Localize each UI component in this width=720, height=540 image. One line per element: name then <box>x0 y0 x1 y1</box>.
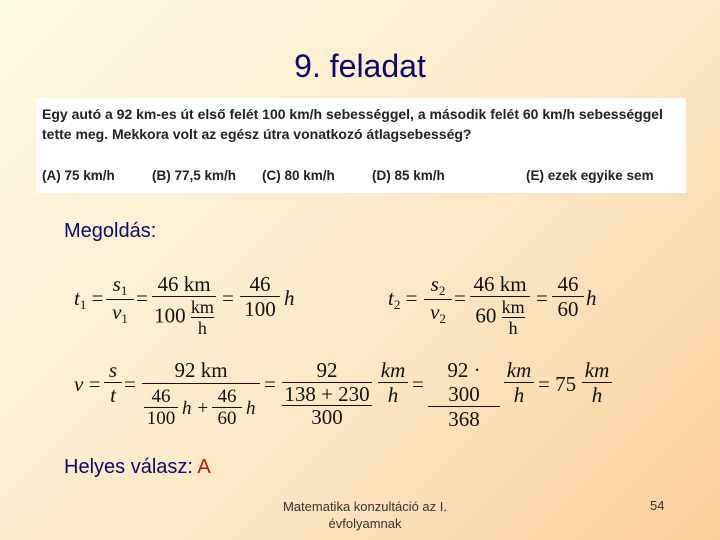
problem-text: Egy autó a 92 km-es út első felét 100 km/h sebességgel, a második felét 60 km/h sebességgel tette meg. Mekkora volt az egész útra vonatkozó átlagsebesség? <box>42 106 663 142</box>
answer-label: Helyes válasz: <box>64 456 198 478</box>
option-e: (E) ezek egyike sem <box>526 168 654 183</box>
answer-options <box>42 168 682 188</box>
footer-text: Matematika konzultáció az I. évfolyamnak <box>282 499 448 531</box>
answer-line <box>64 456 211 479</box>
solution-label: Megoldás: <box>64 220 157 242</box>
option-b: (B) 77,5 km/h <box>152 168 237 183</box>
option-a: (A) 75 km/h <box>42 168 115 183</box>
option-d: (D) 85 km/h <box>372 168 445 183</box>
page-number: 54 <box>650 498 665 513</box>
problem-box <box>36 98 686 193</box>
option-c: (C) 80 km/h <box>262 168 335 183</box>
answer-letter: A <box>197 456 211 478</box>
slide-title: 9. feladat <box>294 48 426 84</box>
